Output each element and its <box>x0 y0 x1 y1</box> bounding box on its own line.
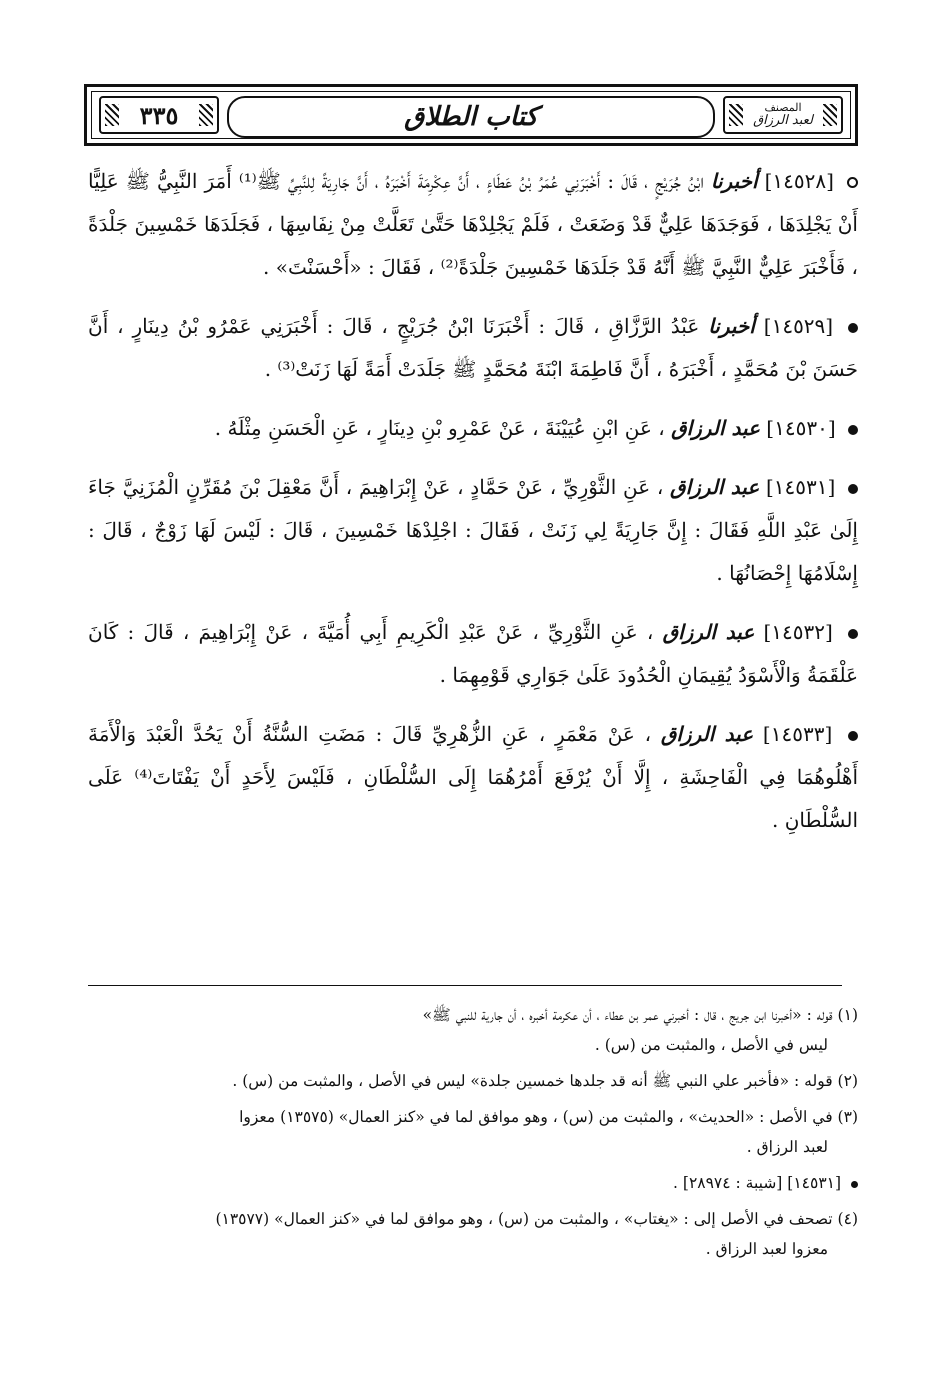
page-number-frame <box>99 96 219 134</box>
entry-marker-icon <box>848 484 858 494</box>
main-text <box>88 160 858 858</box>
ornament-icon <box>199 104 213 126</box>
hadith-entry <box>88 713 858 842</box>
footnote-text-continued: معزوا لعبد الرزاق . <box>705 1240 828 1258</box>
footnote-label: (١) <box>837 1006 858 1024</box>
footnote-label: (٣) <box>837 1108 858 1126</box>
footnote-text: [شيبة : ٢٨٩٧٤] . <box>673 1174 783 1192</box>
entry-marker-icon <box>848 425 858 435</box>
footnote <box>88 1102 858 1162</box>
hadith-source: عبد الرزاق <box>662 620 755 644</box>
entry-marker-icon <box>848 629 858 639</box>
footnote <box>88 1000 858 1060</box>
book-logo-line1: المصنف <box>764 101 802 114</box>
hadith-number: [١٤٥٢٨] <box>764 169 834 193</box>
hadith-text: ، عَنِ الثَّوْرِيِّ ، عَنْ عَبْدِ الْكَرِيمِ أَبِي أُمَيَّةَ ، عَنْ إِبْرَاهِيمَ ، قَالَ : كَانَ عَلْقَمَةُ وَالْأَسْوَدُ يُقِيمَانِ الْحُدُودَ عَلَىٰ جَوَارِي قَوْمِهِمَا . <box>88 620 858 687</box>
footnote-marker-icon <box>851 1181 858 1188</box>
hadith-entry <box>88 611 858 697</box>
ornament-icon <box>729 104 743 126</box>
page-number: ٣٣٥ <box>139 100 179 130</box>
hadith-source: عبد الرزاق <box>660 722 754 746</box>
hadith-entry <box>88 305 858 391</box>
footnote <box>88 1168 858 1198</box>
footnote-text: في الأصل : «الحديث» ، والمثبت من (س) ، وهو موافق لما في «كنز العمال» (١٣٥٧٥) معزوا <box>239 1108 833 1126</box>
hadith-source: أخبرنا <box>708 314 755 338</box>
hadith-source: عبد الرزاق <box>671 416 760 440</box>
hadith-entry <box>88 407 858 450</box>
chapter-title: كتاب الطلاق <box>404 102 538 132</box>
footnote-text: قوله : «أخبرنا ابن جريج ، قال : أخبرني عمر بن عطاء ، أن عكرمة أخبره ، أن جارية للنبي ﷺ» <box>422 1006 833 1024</box>
ornament-icon <box>105 104 119 126</box>
footnote-label: (٤) <box>837 1210 858 1228</box>
footnote-label: (٢) <box>837 1072 858 1090</box>
hadith-entry <box>88 466 858 595</box>
entry-marker-icon <box>847 177 858 188</box>
hadith-entry <box>88 160 858 289</box>
footnote-text-continued: ليس في الأصل ، والمثبت من (س) . <box>594 1036 828 1054</box>
page-header <box>84 84 858 146</box>
footnote-text: قوله : «فأخبر علي النبي ﷺ أنه قد جلدها خمسين جلدة» ليس في الأصل ، والمثبت من (س) . <box>232 1072 833 1090</box>
hadith-number: [١٤٥٣٢] <box>763 620 833 644</box>
hadith-text: ، عَنْ مَعْمَرٍ ، عَنِ الزُّهْرِيِّ قَالَ : مَضَتِ السُّنَّةُ أَنْ يَحُدَّ الْعَبْدَ وَالْأَمَةَ أَهْلُوهُمَا فِي الْفَاحِشَةِ ، إِلَّا أَنْ يُرْفَعَ أَمْرُهُمَا إِلَى السُّلْطَانِ ، فَلَيْسَ لِأَحَدٍ أَنْ يَفْتَاتَ⁽⁴⁾ عَلَى السُّلْطَانِ . <box>88 722 858 832</box>
hadith-text: ابْنُ جُرَيْجٍ ، قَالَ : أَخْبَرَنِي عُمَرُ بْنُ عَطَاءٍ ، أَنَّ عِكْرِمَةَ أَخْبَرَهُ ، أَنَّ جَارِيَةً لِلنَّبِيِّ ﷺ⁽¹⁾ أَمَرَ النَّبِيُّ ﷺ عَلِيًّا أَنْ يَجْلِدَهَا ، فَوَجَدَهَا عَلِيٌّ قَدْ وَضَعَتْ ، فَلَمْ يَجْلِدْهَا حَتَّىٰ تَعَلَّتْ مِنْ نِفَاسِهَا ، فَجَلَدَهَا خَمْسِينَ جَلْدَةً ، فَأَخْبَرَ عَلِيٌّ النَّبِيَّ ﷺ أَنَّهُ قَدْ جَلَدَهَا خَمْسِينَ جَلْدَةً⁽²⁾ ، فَقَالَ : «أَحْسَنْتَ» . <box>88 169 858 279</box>
entry-marker-icon <box>848 323 858 333</box>
hadith-number: [١٤٥٣٠] <box>766 416 836 440</box>
hadith-number: [١٤٥٣٣] <box>762 722 833 746</box>
footnotes <box>88 1000 858 1270</box>
footnote-divider <box>88 985 842 986</box>
hadith-number: [١٤٥٣١] <box>765 475 836 499</box>
hadith-source: عبد الرزاق <box>670 475 760 499</box>
footnote-text-continued: لعبد الرزاق . <box>746 1138 828 1156</box>
book-logo-line2: لعبد الرزاق <box>753 113 813 128</box>
hadith-number: [١٤٥٢٩] <box>763 314 834 338</box>
chapter-title-frame <box>227 96 715 138</box>
footnote-text: تصحف في الأصل إلى : «يغتاب» ، والمثبت من (س) ، وهو موافق لما في «كنز العمال» (١٣٥٧٧) <box>215 1210 833 1228</box>
entry-marker-icon <box>848 731 858 741</box>
hadith-text: عَبْدُ الرَّزَّاقِ ، قَالَ : أَخْبَرَنَا ابْنُ جُرَيْجٍ ، قَالَ : أَخْبَرَنِي عَمْرُو بْنُ دِينَارٍ ، أَنَّ حَسَنَ بْنَ مُحَمَّدٍ ، أَخْبَرَهُ ، أَنَّ فَاطِمَةَ ابْنَةَ مُحَمَّدٍ ﷺ جَلَدَتْ أَمَةً لَهَا زَنَتْ⁽³⁾ . <box>88 314 858 381</box>
hadith-source: أخبرنا <box>710 169 758 193</box>
ornament-icon <box>823 104 837 126</box>
footnote-label: [١٤٥٣١] <box>787 1174 842 1192</box>
footnote <box>88 1066 858 1096</box>
footnote <box>88 1204 858 1264</box>
hadith-text: ، عَنِ ابْنِ عُيَيْنَةَ ، عَنْ عَمْرِو بْنِ دِينَارٍ ، عَنِ الْحَسَنِ مِثْلَهُ . <box>214 416 665 440</box>
book-logo <box>723 96 843 134</box>
hadith-text: ، عَنِ الثَّوْرِيِّ ، عَنْ حَمَّادٍ ، عَنْ إِبْرَاهِيمَ ، أَنَّ مَعْقِلَ بْنَ مُقَرِّنٍ الْمُزَنِيَّ جَاءَ إِلَىٰ عَبْدِ اللَّهِ فَقَالَ : إِنَّ جَارِيَةً لِي زَنَتْ ، فَقَالَ : اجْلِدْهَا خَمْسِينَ ، قَالَ : لَيْسَ لَهَا زَوْجٌ ، قَالَ : إِسْلَامُهَا إِحْصَانُهَا . <box>88 475 858 585</box>
